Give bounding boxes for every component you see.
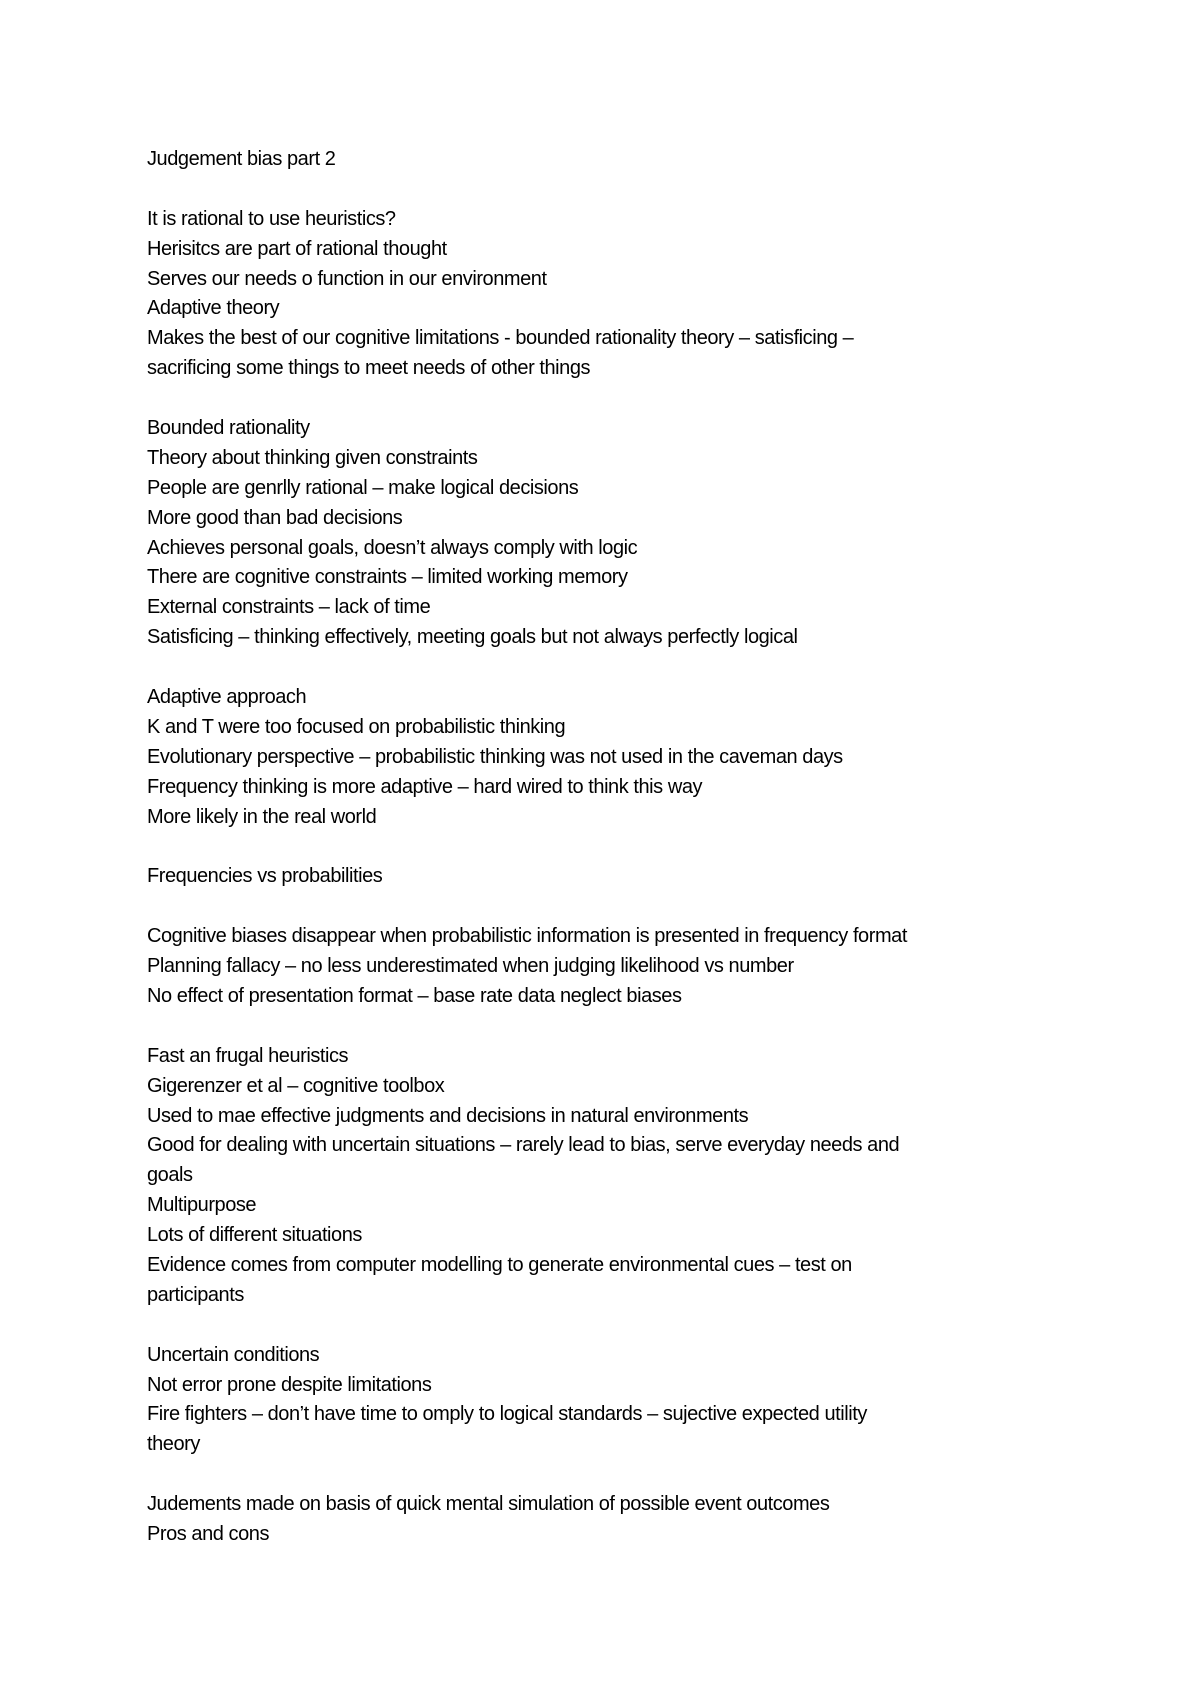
text-line: Achieves personal goals, doesn’t always comply with logic bbox=[147, 536, 638, 559]
text-line: Pros and cons bbox=[147, 1522, 270, 1545]
blank-line bbox=[147, 1460, 1087, 1490]
text-line: Adaptive approach bbox=[147, 686, 307, 709]
text-line: Uncertain conditions bbox=[147, 1343, 320, 1366]
text-line: Herisitcs are part of rational thought bbox=[147, 237, 447, 260]
text-line: Gigerenzer et al – cognitive toolbox bbox=[147, 1074, 445, 1097]
text-line: Theory about thinking given constraints bbox=[147, 446, 478, 469]
blank-line bbox=[147, 1311, 1087, 1341]
text-line: More good than bad decisions bbox=[147, 506, 403, 529]
text-line: Makes the best of our cognitive limitations - bounded rationality theory – satisficing – bbox=[147, 327, 854, 350]
text-line: People are genrlly rational – make logical decisions bbox=[147, 476, 579, 499]
text-line: Bounded rationality bbox=[147, 417, 310, 440]
text-line: Fire fighters – don’t have time to omply to logical standards – sujective expected utility bbox=[147, 1403, 867, 1426]
document-title: Judgement bias part 2 bbox=[147, 148, 336, 170]
text-line: Used to mae effective judgments and decisions in natural environments bbox=[147, 1104, 749, 1127]
text-line: No effect of presentation format – base rate data neglect biases bbox=[147, 984, 682, 1007]
text-line: Good for dealing with uncertain situations – rarely lead to bias, serve everyday needs and bbox=[147, 1134, 900, 1157]
text-line: theory bbox=[147, 1433, 200, 1456]
text-line: goals bbox=[147, 1164, 193, 1187]
text-line: sacrificing some things to meet needs of other things bbox=[147, 357, 591, 380]
text-line: Multipurpose bbox=[147, 1194, 257, 1217]
blank-line bbox=[147, 384, 1087, 414]
text-line: Fast an frugal heuristics bbox=[147, 1044, 349, 1067]
text-line: There are cognitive constraints – limited working memory bbox=[147, 566, 628, 589]
text-line: Frequency thinking is more adaptive – hard wired to think this way bbox=[147, 775, 703, 798]
blank-line bbox=[147, 832, 1087, 862]
document-lines bbox=[147, 175, 1087, 1550]
text-line: K and T were too focused on probabilistic thinking bbox=[147, 715, 566, 738]
text-line: Evidence comes from computer modelling to generate environmental cues – test on bbox=[147, 1253, 852, 1276]
text-line: More likely in the real world bbox=[147, 805, 377, 828]
text-line: Judements made on basis of quick mental simulation of possible event outcomes bbox=[147, 1493, 830, 1516]
text-line: Cognitive biases disappear when probabilistic information is presented in frequency format bbox=[147, 925, 907, 948]
document-body bbox=[147, 145, 1087, 1550]
blank-line bbox=[147, 892, 1087, 922]
text-line: External constraints – lack of time bbox=[147, 596, 431, 619]
text-line: Serves our needs o function in our environment bbox=[147, 267, 547, 290]
text-line: Lots of different situations bbox=[147, 1224, 362, 1247]
text-line: It is rational to use heuristics? bbox=[147, 207, 396, 230]
text-line: Not error prone despite limitations bbox=[147, 1373, 432, 1396]
blank-line bbox=[147, 175, 1087, 205]
blank-line bbox=[147, 653, 1087, 683]
text-line: participants bbox=[147, 1283, 244, 1306]
text-line: Frequencies vs probabilities bbox=[147, 865, 383, 888]
text-line: Planning fallacy – no less underestimated when judging likelihood vs number bbox=[147, 955, 794, 978]
text-line: Adaptive theory bbox=[147, 297, 280, 320]
blank-line bbox=[147, 1012, 1087, 1042]
text-line: Satisficing – thinking effectively, meeting goals but not always perfectly logical bbox=[147, 626, 798, 649]
text-line: Evolutionary perspective – probabilistic thinking was not used in the caveman days bbox=[147, 745, 843, 768]
